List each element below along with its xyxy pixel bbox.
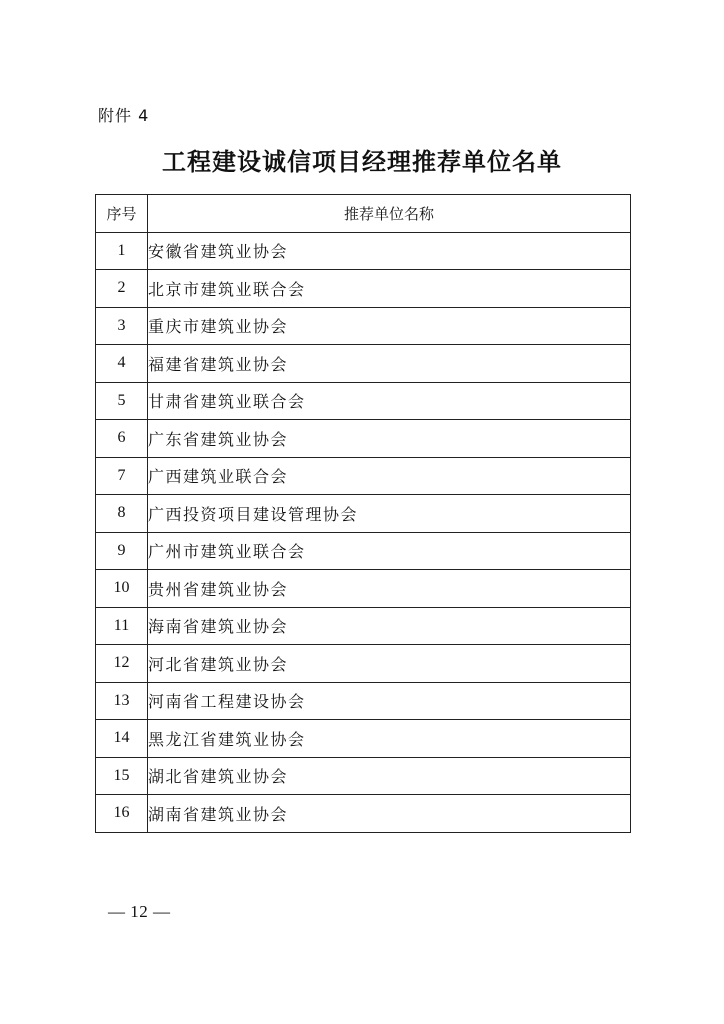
unit-name: 湖北省建筑业协会 (148, 757, 631, 795)
row-number: 3 (96, 307, 148, 345)
unit-name: 河北省建筑业协会 (148, 645, 631, 683)
table-row (96, 795, 631, 833)
row-number: 15 (96, 757, 148, 795)
attachment-label: 附件 4 (98, 106, 150, 125)
unit-name: 黑龙江省建筑业协会 (148, 720, 631, 758)
table-row (96, 645, 631, 683)
row-number: 7 (96, 457, 148, 495)
unit-name: 贵州省建筑业协会 (148, 570, 631, 608)
row-number: 6 (96, 420, 148, 458)
unit-name: 海南省建筑业协会 (148, 607, 631, 645)
row-number: 8 (96, 495, 148, 533)
unit-name: 北京市建筑业联合会 (148, 270, 631, 308)
row-number: 16 (96, 795, 148, 833)
table-row (96, 382, 631, 420)
unit-name: 重庆市建筑业协会 (148, 307, 631, 345)
header-unit-name: 推荐单位名称 (148, 195, 631, 233)
row-number: 12 (96, 645, 148, 683)
unit-name: 广西投资项目建设管理协会 (148, 495, 631, 533)
header-serial-number: 序号 (96, 195, 148, 233)
table-row (96, 532, 631, 570)
table-row (96, 307, 631, 345)
row-number: 4 (96, 345, 148, 383)
table-row (96, 457, 631, 495)
unit-name: 福建省建筑业协会 (148, 345, 631, 383)
row-number: 11 (96, 607, 148, 645)
unit-name: 甘肃省建筑业联合会 (148, 382, 631, 420)
table-row (96, 720, 631, 758)
row-number: 13 (96, 682, 148, 720)
table-row (96, 495, 631, 533)
unit-name: 广西建筑业联合会 (148, 457, 631, 495)
unit-name: 安徽省建筑业协会 (148, 232, 631, 270)
table-row (96, 757, 631, 795)
unit-name: 广东省建筑业协会 (148, 420, 631, 458)
table-row (96, 682, 631, 720)
row-number: 14 (96, 720, 148, 758)
page-number: — 12 — (108, 902, 171, 921)
unit-name: 广州市建筑业联合会 (148, 532, 631, 570)
row-number: 5 (96, 382, 148, 420)
unit-name: 湖南省建筑业协会 (148, 795, 631, 833)
row-number: 2 (96, 270, 148, 308)
row-number: 10 (96, 570, 148, 608)
table-row (96, 270, 631, 308)
row-number: 1 (96, 232, 148, 270)
table-row (96, 420, 631, 458)
row-number: 9 (96, 532, 148, 570)
table-row (96, 570, 631, 608)
unit-name: 河南省工程建设协会 (148, 682, 631, 720)
table-header-row (96, 195, 631, 233)
recommending-units-table (95, 194, 631, 833)
table-row (96, 607, 631, 645)
table-row (96, 232, 631, 270)
document-title: 工程建设诚信项目经理推荐单位名单 (162, 147, 562, 176)
table-row (96, 345, 631, 383)
